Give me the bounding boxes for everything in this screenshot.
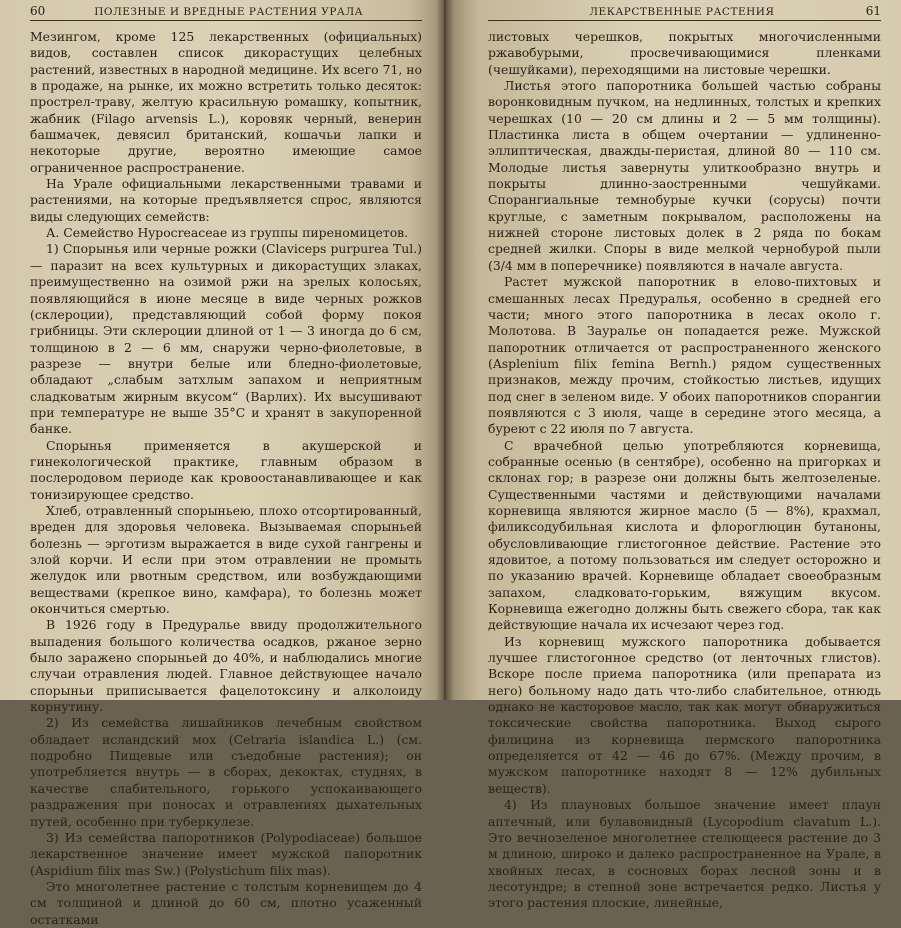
paragraph: Листья этого папоротника большей частью собраны воронковидным пучком, на недлинных, толстых и крепких черешках (10 — 20 см длины и 2 — 5 мм толщины). Пластинка листа в общем очертании — удлиненно-эллиптическая, дважды-перистая, длиной 80 — 110 см. Молодые листья завернуты улиткообразно внутрь и покрыты длинно-заостренными чешуйками. Спорангиальные темнобурые кучки (сорусы) почти круглые, с заметным покрывалом, расположены на нижней стороне листовых долек в 2 ряда по бокам средней жилки. Споры в виде мелкой чернобурой пыли (3/4 мм в поперечнике) появляются в начале августа. [488, 78, 881, 273]
paragraph: Это многолетнее растение с толстым корневищем до 4 см толщиной и длиной до 60 см, плотно усаженный остатками [30, 878, 422, 927]
paragraph: Мезингом, кроме 125 лекарственных (официальных) видов, составлен список дикорастущих целебных растений, известных в народной медицине. Их всего 71, но в продаже, на рынке, их можно встретить только десяток: прострел-траву, желтую красильную ромашку, копытник, жабник (Filago arvensis L.), коровяк черный, венерин башмачек, девясил британский, кошачьи лапки и некоторые другие, вероятно имеющие самое ограниченное распространение. [30, 29, 422, 175]
right-running-head-title: ЛЕКАРСТВЕННЫЕ РАСТЕНИЯ [589, 6, 775, 18]
paragraph: 3) Из семейства папоротников (Polypodiaceae) большое лекарственное значение имеет мужской папоротник (Aspidium filix mas Sw.) (Polystichum filix mas). [30, 829, 422, 878]
paragraph: Растет мужской папоротник в елово-пихтовых и смешанных лесах Предуралья, особенно в средней его части; много этого папоротника в лесах около г. Молотова. В Зауралье он попадается реже. Мужской папоротник отличается от распространенного женского (Asplenium filix femina Bernh.) рядом существенных признаков, между прочим, стойкостью листьев, идущих под снег в зеленом виде. У обоих папоротников спорангии появляются с 3 июля, чаще в середине этого месяца, а буреют с 22 июля по 7 августа. [488, 274, 881, 437]
paragraph: С врачебной целью употребляются корневища, собранные осенью (в сентябре), особенно на пригорках и склонах гор; в разрезе они должны быть желтозеленые. Существенными частями и действующими началами корневища являются жирное масло (5 — 8%), крахмал, филиксодубильная кислота и флороглюцин бутаноны, обусловливающие глистогонное действие. Растение это ядовитое, а потому пользоваться им следует осторожно и по указанию врачей. Корневище обладает своеобразным запахом, сладковато-горьким, вяжущим вкусом. Корневища ежегодно должны быть свежего сбора, так как действующие начала их исчезают через год. [488, 437, 881, 633]
left-running-head-title: ПОЛЕЗНЫЕ И ВРЕДНЫЕ РАСТЕНИЯ УРАЛА [94, 6, 364, 18]
left-page-number: 60 [30, 4, 46, 18]
paragraph: На Урале официальными лекарственными травами и растениями, на которые предъявляется спрос, являются виды следующих семейств: [30, 176, 422, 224]
paragraph: 2) Из семейства лишайников лечебным свойством обладает исландский мох (Cetraria islandica L.) (см. подробно Пищевые или съедобные растения); он употребляется внутрь — в сборах, декоктах, студнях, в качестве слабительного, горького успокаивающего раздражения при поносах и отравлениях дыхательных путей, особенно при туберкулезе. [30, 715, 422, 829]
right-running-head [488, 4, 881, 21]
right-page-text [488, 29, 881, 912]
paragraph: 1) Спорынья или черные рожки (Claviceps purpurea Tul.) — паразит на всех культурных и дикорастущих злаках, преимущественно на озимой ржи на зрелых колосьях, появляющийся в июне месяце в виде черных рожков (склероции), представляющий собой форму покоя грибницы. Эти склероции длиной от 1 — 3 иногда до 6 см, толщиною в 2 — 6 мм, снаружи черно-фиолетовые, в разрезе — внутри белые или бледно-фиолетовые, обладают „слабым затхлым запахом и неприятным сладковатым жирным вкусом“ (Варлих). Их высушивают при температуре не выше 35°С и хранят в закупоренной банке. [30, 241, 422, 437]
right-page [446, 0, 901, 911]
paragraph: 4) Из плауновых большое значение имеет плаун аптечный, или булавовидный (Lycopodium clavatum L.). Это вечнозеленое многолетнее стелющееся растение до 3 м длиною, широко и далеко распространенное на Урале, в хвойных лесах, в сосновых борах лесной зоны и в лесотундре; в степной зоне встречается редко. Листья у этого растения плоские, линейные, [488, 797, 881, 911]
left-running-head [30, 4, 422, 21]
left-page [0, 0, 444, 927]
right-page-number: 61 [865, 4, 881, 18]
left-page-text [30, 29, 422, 928]
paragraph: Хлеб, отравленный спорыньею, плохо отсортированный, вреден для здоровья человека. Вызываемая спорыньей болезнь — эрготизм выражается в виде сухой гангрены и злой корчи. И если при этом отравлении не промыть желудок или рвотным средством, или возбуждающими веществами (крепкое вино, камфара), то болезнь может окончиться смертью. [30, 502, 422, 617]
paragraph: Из корневищ мужского папоротника добывается лучшее глистогонное средство (от ленточных глистов). Вскоре после приема папоротника (или препарата из него) больному надо дать что-либо слабительное, отнюдь однако не касторовое масло, так как могут обнаружиться токсические свойства папоротника. Выход сырого филицина из корневища пермского папоротника определяется от 42 — 46 до 67%. (Между прочим, в мужском папоротнике находят 8 — 12% дубильных веществ). [488, 633, 881, 796]
paragraph: Спорынья применяется в акушерской и гинекологической практике, главным образом в послеродовом периоде как кровоостанавливающее и как тонизирующее средство. [30, 437, 422, 502]
paragraph: В 1926 году в Предуралье ввиду продолжительного выпадения большого количества осадков, ржаное зерно было заражено спорыньей до 40%, и наблюдались многие случаи отравления людей. Главное действующее начало спорыньи приписывается фацелотоксину и алколоиду корнутину. [30, 617, 422, 715]
paragraph: листовых черешков, покрытых многочисленными ржавобурыми, просвечивающимися пленками (чешуйками), переходящими на листовые черешки. [488, 29, 881, 77]
paragraph: А. Семейство Hypocreaceae из группы пиреномицетов. [46, 225, 409, 241]
book-gutter-shadow [436, 0, 454, 700]
